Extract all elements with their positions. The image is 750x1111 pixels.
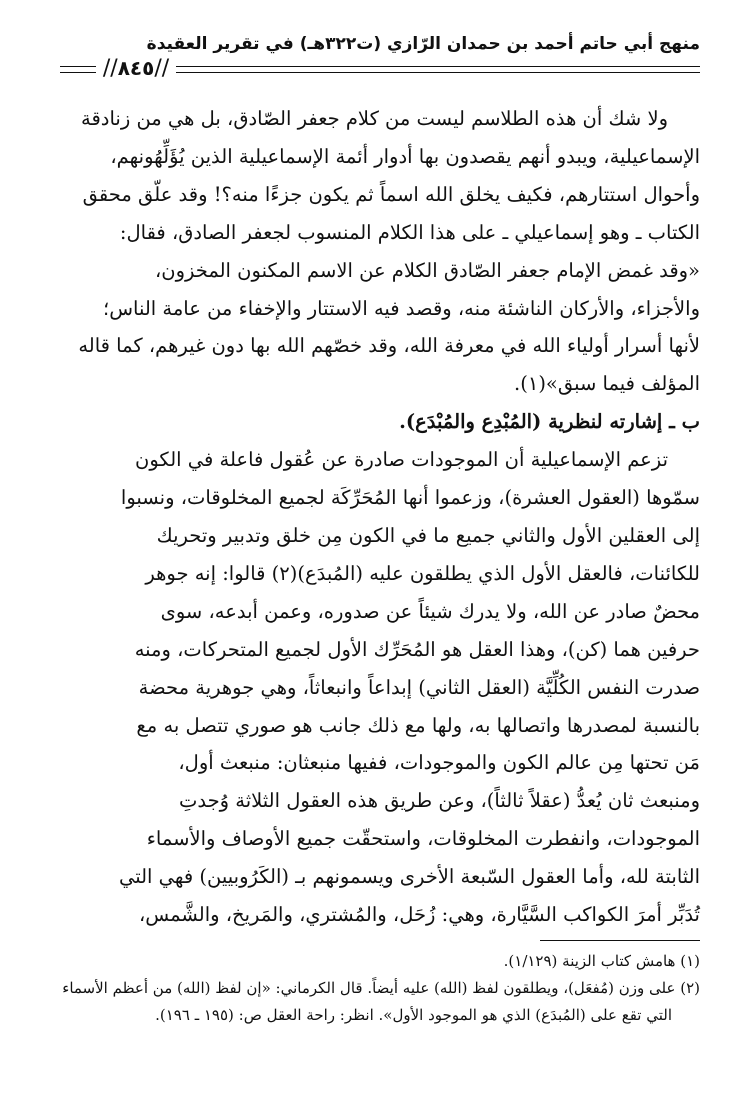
text-line: وأحوال استتارهم، فكيف يخلق الله اسماً ثم يكون جزءًا منه؟! وقد علّق محقق <box>82 182 700 206</box>
text-line: والأجزاء، والأركان الناشئة منه، وقصد فيه الاستتار والإخفاء من عامة الناس؛ <box>103 296 700 320</box>
text-line: بالنسبة لمصدرها واتصالها به، ولها مع ذلك جانب هو صوري تتصل به مع <box>136 713 700 737</box>
text-line: سمّوها (العقول العشرة)، وزعموا أنها المُحَرِّكَة لجميع المخلوقات، ونسبوا <box>120 486 700 510</box>
text-line: الثابتة لله، وأما العقول السّبعة الأخرى ويسمونهم بـ (الكَرُوبيين) فهي التي <box>118 865 700 889</box>
header-title: منهج أبي حاتم أحمد بن حمدان الرّازي (ت٣٢٢هـ) في تقرير العقيدة <box>146 34 700 54</box>
text-line: ولا شك أن هذه الطلاسم ليست من كلام جعفر الصّادق، بل هي من زنادقة <box>81 107 668 130</box>
footnotes <box>60 948 700 1029</box>
section-subheading: ب ـ إشارته لنظرية (المُبْدِع والمُبْدَع). <box>399 410 700 434</box>
footnote-separator <box>540 940 700 941</box>
page-number: ٨٤٥ <box>117 56 155 80</box>
text-line: مَن تحتها مِن عالم الكون والموجودات، ففيها منبعثان: منبعث أول، <box>178 751 700 775</box>
text-line: محضٌ صادر عن الله، ولا يدرك شيئاً عن صدوره، وعمن أبدعه، سوى <box>160 599 700 623</box>
footnote-2: (٢) على وزن (مُفعَل)، ويطلقون لفظ (الله) عليه أيضاً. قال الكرماني: «إن لفظ (الله) من أعظم الأسماء التي تقع على (المُبدَع) الذي هو الموجود الأول». انظر: راحة العقل ص: (١٩٥ ـ ١٩٦). <box>62 979 700 1024</box>
text-line: الإسماعيلية، ويبدو أنهم يقصدون بها أدوار أئمة الإسماعيلية الذين يُؤَلِّهُونهم، <box>110 144 700 168</box>
text-line: المؤلف فيما سبق»(١). <box>514 372 700 396</box>
page-number-ornament-icon: // <box>102 56 118 81</box>
text-line: للكائنات، فالعقل الأول الذي يطلقون عليه (المُبدَع)(٢) قالوا: إنه جوهر <box>145 561 700 585</box>
main-text <box>60 100 700 934</box>
text-line: «وقد غمض الإمام جعفر الصّادق الكلام عن الاسم المكنون المخزون، <box>154 258 700 282</box>
text-line: تزعم الإسماعيلية أن الموجودات صادرة عن عُقول فاعلة في الكون <box>135 448 668 472</box>
text-line: ومنبعث ثان يُعدُّ (عقلاً ثالثاً)، وعن طريق هذه العقول الثلاثة وُجدتِ <box>178 789 700 813</box>
running-header <box>60 26 700 88</box>
page-number-ornament-icon: // <box>154 56 170 81</box>
text-line: الموجودات، وانفطرت المخلوقات، واستحقّت جميع الأوصاف والأسماء <box>146 827 700 851</box>
text-line: صدرت النفس الكُلِّيَّة (العقل الثاني) إبداعاً وانبعاثاً، وهي جوهرية محضة <box>138 675 700 699</box>
text-line: لأنها أسرار أولياء الله في معرفة الله، وقد خصّهم الله بها دون غيرهم، كما قاله <box>78 334 700 358</box>
text-line: إلى العقلين الأول والثاني جميع ما في الكون مِن خلق وتدبير وتحريك <box>156 523 700 547</box>
text-line: تُدَبِّر أمرَ الكواكب السَّيَّارة، وهي: زُحَل، والمُشتري، والمَريخ، والشَّمس، <box>138 903 700 927</box>
footnote-1: (١) هامش كتاب الزينة (١/١٢٩). <box>503 952 700 970</box>
text-line: حرفين هما (كن)، وهذا العقل هو المُحَرِّك الأول لجميع المتحركات، ومنه <box>134 637 700 661</box>
text-line: الكتاب ـ وهو إسماعيلي ـ على هذا الكلام المنسوب لجعفر الصادق، فقال: <box>119 220 700 244</box>
page-number-box <box>96 54 176 82</box>
